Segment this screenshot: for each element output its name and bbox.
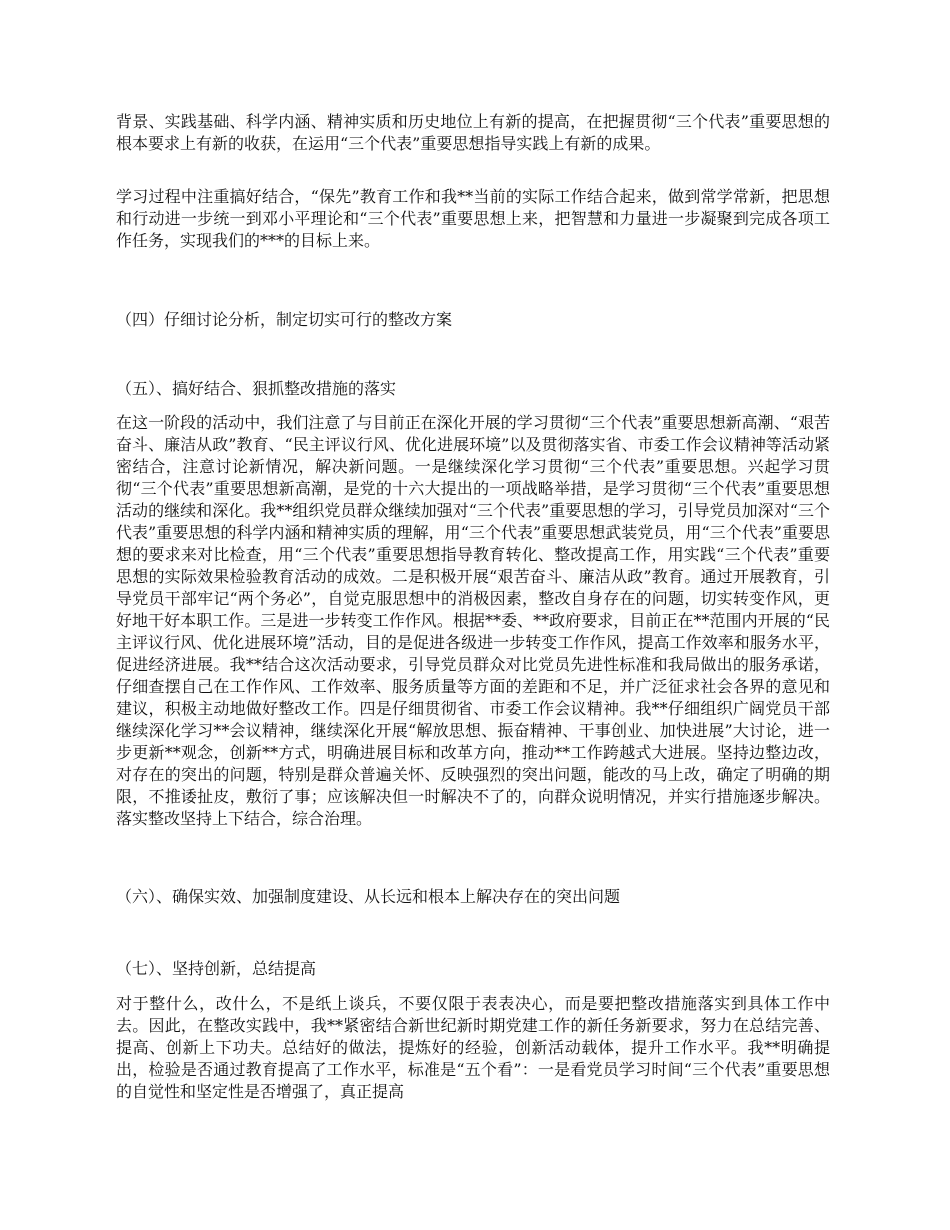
section-heading-5: （五）、搞好结合、狠抓整改措施的落实 (116, 379, 397, 398)
section-heading-7: （七）、坚持创新，总结提高 (116, 959, 317, 978)
paragraph-intro: 背景、实践基础、科学内涵、精神实质和历史地位上有新的提高，在把握贯彻“三个代表”重要思想的根本要求上有新的收获，在运用“三个代表”重要思想指导实践上有新的成果。 (116, 112, 830, 153)
paragraph-section-7-body: 对于整什么，改什么，不是纸上谈兵，不要仅限于表表决心，而是要把整改措施落实到具体工作中去。因此，在整改实践中，我**紧密结合新世纪新时期党建工作的新任务新要求，努力在总结完善、提高、创新上下功夫。总结好的做法，提炼好的经验，创新活动载体，提升工作水平。我**明确提出，检验是否通过教育提高了工作水平，标准是“五个看”：一是看党员学习时间“三个代表”重要思想的自觉性和坚定性是否增强了，真正提高 (116, 994, 830, 1101)
section-heading-6: （六）、确保实效、加强制度建设、从长远和根本上解决存在的突出问题 (116, 887, 621, 906)
paragraph-section-5-body: 在这一阶段的活动中，我们注意了与目前正在深化开展的学习贯彻“三个代表”重要思想新高潮、“艰苦奋斗、廉洁从政”教育、“民主评议行风、优化进展环境”以及贯彻落实省、市委工作会议精神等活动紧密结合，注意讨论新情况，解决新问题。一是继续深化学习贯彻“三个代表”重要思想。兴起学习贯彻“三个代表”重要思想新高潮，是党的十六大提出的一项战略举措，是学习贯彻“三个代表”重要思想活动的继续和深化。我**组织党员群众继续加强对“三个代表”重要思想的学习，引导党员加深对“三个代表”重要思想的科学内涵和精神实质的理解，用“三个代表”重要思想武装党员，用“三个代表”重要思想的要求来对比检查，用“三个代表”重要思想指导教育转化、整改提高工作，用实践“三个代表”重要思想的实际效果检验教育活动的成效。二是积极开展“艰苦奋斗、廉洁从政”教育。通过开展教育，引导党员干部牢记“两个务必”，自觉克服思想中的消极因素，整改自身存在的问题，切实转变作风，更好地干好本职工作。三是进一步转变工作作风。根据**委、**政府要求，目前正在**范围内开展的“民主评议行风、优化进展环境”活动，目的是促进各级进一步转变工作作风，提高工作效率和服务水平，促进经济进展。我**结合这次活动要求，引导党员群众对比党员先进性标准和我局做出的服务承诺，仔细查摆自己在工作作风、工作效率、服务质量等方面的差距和不足，并广泛征求社会各界的意见和建议，积极主动地做好整改工作。四是仔细贯彻省、市委工作会议精神。我**仔细组织广阔党员干部继续深化学习**会议精神，继续深化开展“解放思想、振奋精神、干事创业、加快进展”大讨论，进一步更新**观念，创新**方式，明确进展目标和改革方向，推动**工作跨越式大进展。坚持边整边改，对存在的突出的问题，特别是群众普遍关怀、反映强烈的突出问题，能改的马上改，确定了明确的期限，不推诿扯皮，敷衍了事；应该解决但一时解决不了的，向群众说明情况，并实行措施逐步解决。落实整改坚持上下结合，综合治理。 (116, 413, 830, 828)
paragraph-study-process: 学习过程中注重搞好结合，“保先”教育工作和我**当前的实际工作结合起来，做到常学常新，把思想和行动进一步统一到邓小平理论和“三个代表”重要思想上来，把智慧和力量进一步凝聚到完成各项工作任务，实现我们的***的目标上来。 (116, 187, 830, 250)
section-heading-4: （四）仔细讨论分析，制定切实可行的整改方案 (116, 310, 453, 329)
